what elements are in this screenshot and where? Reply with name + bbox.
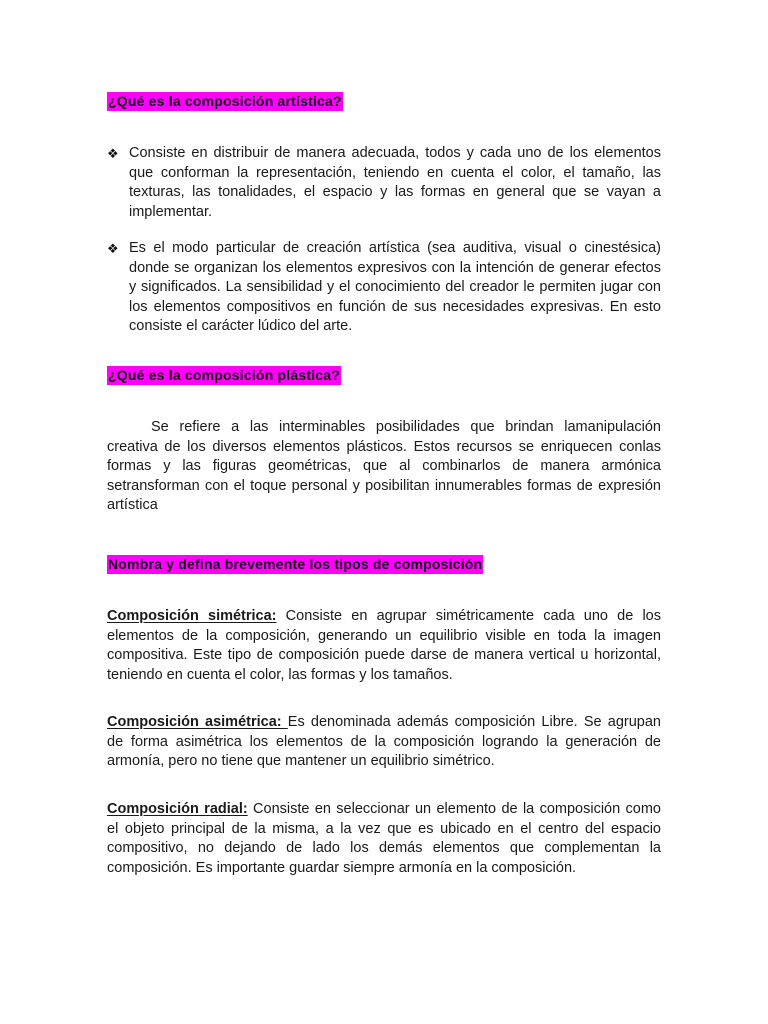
heading-composition-types: Nombra y defina brevemente los tipos de composición [108, 556, 483, 572]
heading-artistic-composition: ¿Qué es la composición artística? [108, 93, 342, 109]
four-diamond-bullet-icon: ❖ [107, 146, 119, 161]
bullet-item [107, 239, 661, 337]
composition-type-radial [107, 800, 661, 878]
term-definition: Es denominada además composición Libre. Se agrupan de forma asimétrica los elementos de la composición logrando la generación de armonía, pero no tiene que mantener un equilibrio simétrico. [107, 714, 662, 769]
bullet-text: Es el modo particular de creación artística (sea auditiva, visual o cinestésica) donde se organizan los elementos expresivos con la intención de generar efectos y significados. La sensibilidad y el conocimiento del creador le permiten jugar con los elementos compositivos en función de sus necesidades expresivas. En esto consiste el carácter lúdico del arte. [129, 240, 661, 334]
bullet-text: Consiste en distribuir de manera adecuada, todos y cada uno de los elementos que conforman la representación, teniendo en cuenta el color, el tamaño, las texturas, las tonalidades, el espacio y las formas en general que se vayan a implementar. [129, 145, 661, 220]
plastic-composition-paragraph: Se refiere a las interminables posibilidades que brindan lamanipulación creativa de los diversos elementos plásticos. Estos recursos se enriquecen conlas formas y las figuras geométricas, que al combinarlos de manera armónica setransforman con el toque personal y posibilitan innumerables formas de expresión artística [107, 419, 661, 513]
term-definition: Consiste en agrupar simétricamente cada uno de los elementos de la composición, generando un equilibrio visible en toda la imagen compositiva. Este tipo de composición puede darse de manera vertical u horizontal, teniendo en cuenta el color, las formas y los tamaños. [107, 608, 661, 683]
four-diamond-bullet-icon: ❖ [107, 241, 119, 256]
term-label: Composición radial: [107, 801, 248, 817]
term-label: Composición simétrica: [107, 608, 277, 624]
composition-type-symmetric [107, 607, 661, 685]
composition-type-asymmetric [107, 713, 661, 772]
bullet-item [107, 144, 661, 222]
term-label: Composición asimétrica: [107, 714, 288, 730]
heading-plastic-composition: ¿Qué es la composición plástica? [108, 367, 341, 383]
term-definition: Consiste en seleccionar un elemento de la composición como el objeto principal de la misma, a la vez que es ubicado en el centro del espacio compositivo, no dejando de lado los demás elementos que complementan la composición. Es importante guardar siempre armonía en la composición. [107, 801, 661, 876]
